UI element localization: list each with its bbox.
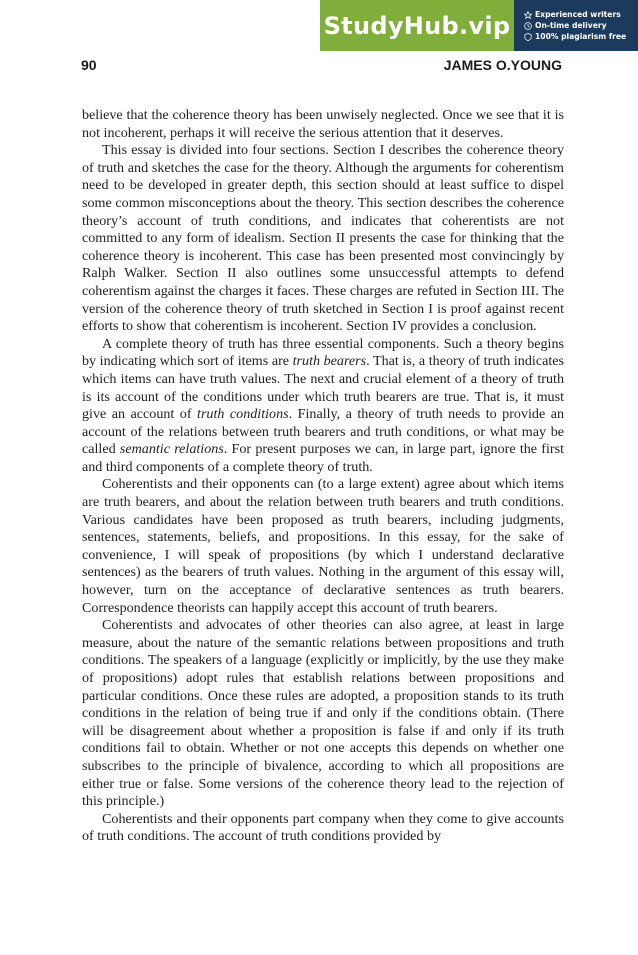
clock-icon: [524, 22, 532, 30]
shield-icon: [524, 33, 532, 41]
paragraph: Coherentists and their opponents part company when they come to give accounts of truth conditions. The account of truth conditions provided by: [82, 810, 564, 845]
feature-label: Experienced writers: [535, 10, 621, 19]
emphasis: truth bearers: [292, 353, 367, 370]
emphasis: truth conditions: [197, 406, 289, 423]
body-text: [82, 107, 564, 846]
text-run: . Finally, a theory of truth needs to provide an account of the relations between truth bearers and truth conditions, or what may be called: [82, 406, 564, 458]
text-run: . That is, a theory of truth indicates which items can have truth values. The next and crucial element of a theory of truth is its account of the conditions under which truth bearers are true. That is, it must give an account of: [82, 353, 564, 423]
brand-logo[interactable]: StudyHub.vip: [320, 0, 514, 51]
paragraph: Coherentists and their opponents can (to a large extent) agree about which items are truth bearers, and about the relation between truth bearers and truth conditions. Various candidates have been proposed as truth bearers, including judgments, sentences, statements, beliefs, and propositions. In this essay, for the sake of convenience, I will speak of propositions (by which I understand declarative sentences) as the bearers of truth values. Nothing in the argument of this essay will, however, turn on the acceptance of declarative sentences as truth bearers. Correspondence theorists can happily accept this account of truth bearers.: [82, 476, 564, 616]
running-head-author: JAMES O.YOUNG: [443, 57, 562, 73]
text-run: A complete theory of truth has three essential components. Such a theory begins by indicating which sort of items are: [82, 335, 564, 370]
paragraph: This essay is divided into four sections. Section I describes the coherence theory of truth and sketches the case for the theory. Although the arguments for coherentism need to be developed in greater depth, this section should at least suffice to dispel some common misconceptions about the theory. This section describes the coherence theory’s account of truth conditions, and indicates that coherentists are not committed to any form of idealism. Section II presents the case for thinking that the coherence theory is incoherent. This case has been presented most convincingly by Ralph Walker. Section II also outlines some unsuccessful attempts to defend coherentism against the charges it faces. These charges are refuted in Section III. The version of the coherence theory of truth sketched in Section I is proof against recent efforts to show that coherentism is incoherent. Section IV provides a conclusion.: [82, 142, 564, 335]
feature-label: On-time delivery: [535, 21, 607, 30]
feature-item: [524, 32, 638, 41]
emphasis: semantic relations: [119, 441, 224, 458]
feature-item: [524, 10, 638, 19]
feature-item: [524, 21, 638, 30]
text-run: . For present purposes we can, in large part, ignore the first and third components of a complete theory of truth.: [82, 441, 564, 475]
paragraph: believe that the coherence theory has been unwisely neglected. Once we see that it is not incoherent, perhaps it will receive the serious attention that it deserves.: [82, 107, 564, 141]
feature-list: [514, 0, 638, 51]
ad-banner[interactable]: [320, 0, 638, 51]
paragraph: Coherentists and advocates of other theories can also agree, at least in large measure, about the nature of the semantic relations between propositions and truth conditions. The speakers of a language (explicitly or implicitly, by the use they make of propositions) adopt rules that establish relations between propositions and particular conditions. Once these rules are adopted, a proposition stands to its truth conditions in the relation of being true if and only if the conditions obtain. (There will be disagreement about whether a proposition is false if and only if its truth conditions fail to obtain. Whether or not one accepts this depends on whether one subscribes to the principle of bivalence, according to which all propositions are either true or false. Some versions of the coherence theory lead to the rejection of this principle.): [82, 617, 564, 810]
paragraph: [82, 336, 564, 477]
star-icon: [524, 11, 532, 19]
page-number: 90: [81, 57, 97, 73]
feature-label: 100% plagiarism free: [535, 32, 627, 41]
